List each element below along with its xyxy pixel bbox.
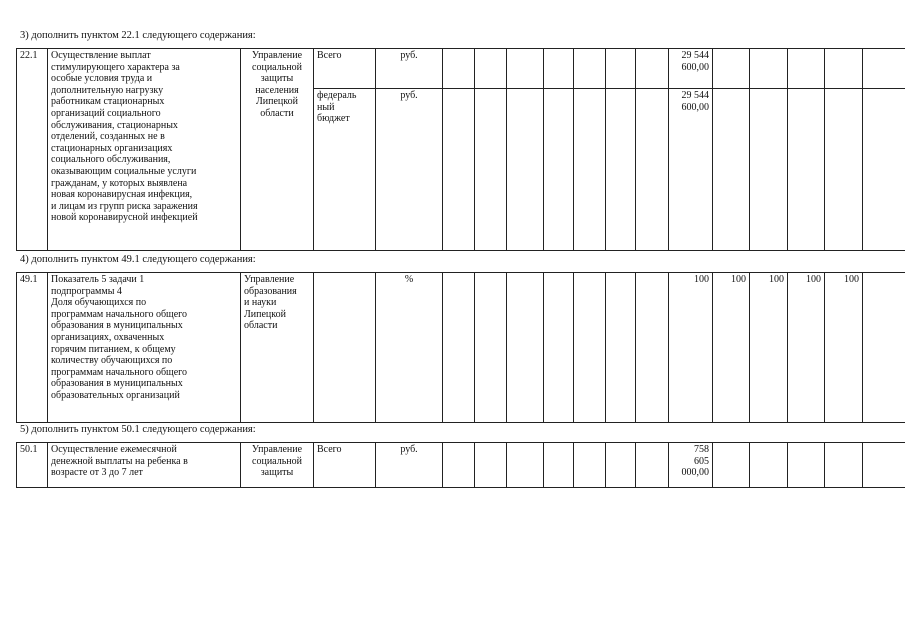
table-item-49-1	[16, 272, 905, 423]
section-intro-49-1: 4) дополнить пунктом 49.1 следующего содержания:	[20, 254, 256, 265]
table-row	[17, 443, 905, 488]
item-name: Осуществление ежемесячной денежной выплаты на ребенка в возрасте от 3 до 7 лет	[48, 443, 241, 488]
unit: руб.	[376, 89, 443, 251]
section-intro-22-1: 3) дополнить пунктом 22.1 следующего содержания:	[20, 30, 256, 41]
item-executor: Управление социальной защиты	[241, 443, 314, 488]
unit: руб.	[376, 443, 443, 488]
table-item-50-1	[16, 442, 905, 488]
item-name: Показатель 5 задачи 1 подпрограммы 4 Доля обучающихся по программам начального общего образования в муниципальных организациях, охваченных горячим питанием, к общему количеству обучающихся по программам начального общего образования в муниципальных образовательных организаций	[48, 273, 241, 423]
item-number: 49.1	[17, 273, 48, 423]
table-item-22-1	[16, 48, 905, 251]
funding-source: Всего	[314, 49, 376, 89]
funding-source: Всего	[314, 443, 376, 488]
item-number: 50.1	[17, 443, 48, 488]
item-executor: Управление социальной защиты населения Липецкой области	[241, 49, 314, 251]
amount-cell: 758 605 000,00	[669, 443, 713, 488]
amount-cell: 29 544 600,00	[669, 49, 713, 89]
value-cell: 100	[713, 273, 750, 423]
value-cell: 100	[669, 273, 713, 423]
value-cell: 100	[750, 273, 788, 423]
unit: %	[376, 273, 443, 423]
value-cell: 100	[788, 273, 825, 423]
table-row	[17, 273, 905, 423]
funding-source: федераль ный бюджет	[314, 89, 376, 251]
item-executor: Управление образования и науки Липецкой области	[241, 273, 314, 423]
amount-cell: 29 544 600,00	[669, 89, 713, 251]
table-row	[17, 49, 905, 89]
item-number: 22.1	[17, 49, 48, 251]
unit: руб.	[376, 49, 443, 89]
value-cell: 100	[825, 273, 863, 423]
item-name: Осуществление выплат стимулирующего характера за особые условия труда и дополнительную нагрузку работникам стационарных организаций социального обслуживания, стационарных отделений, созданных не в стационарных организациях социального обслуживания, оказывающим социальные услуги гражданам, у которых выявлена новая коронавирусная инфекция, и лицам из групп риска заражения новой коронавирусной инфекцией	[48, 49, 241, 251]
section-intro-50-1: 5) дополнить пунктом 50.1 следующего содержания:	[20, 424, 256, 435]
